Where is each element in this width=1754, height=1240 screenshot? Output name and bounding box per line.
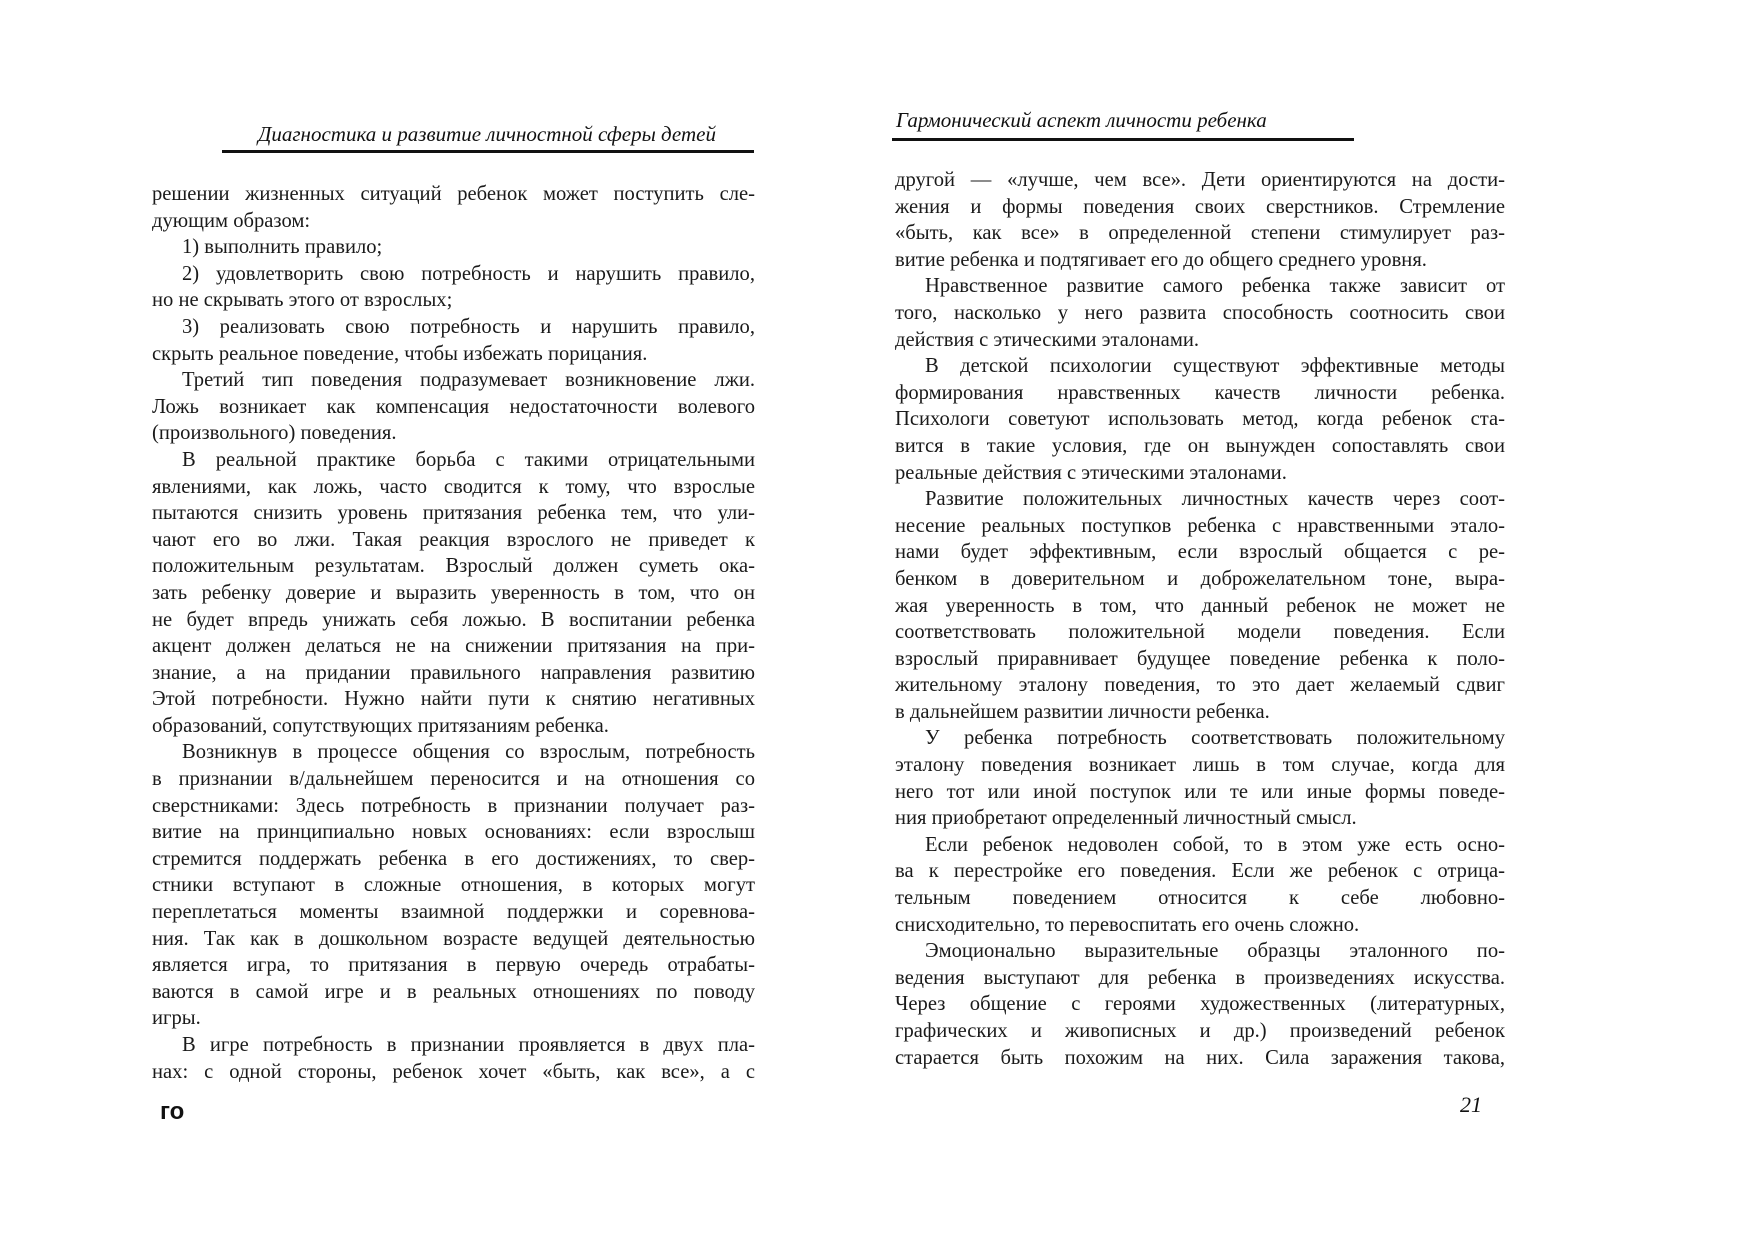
text-line: игры. (152, 1007, 201, 1030)
page-number: го (160, 1098, 185, 1125)
text-line: не будет впредь унижать себя ложью. В воспитании ребенка (152, 608, 755, 631)
text-line: Нравственное развитие самого ребенка также зависит от (925, 275, 1505, 298)
text-line: (произвольного) поведения. (152, 422, 397, 445)
right-page (877, 0, 1754, 1240)
running-head: Гармонический аспект личности ребенка (896, 108, 1267, 132)
text-line: скрыть реальное поведение, чтобы избежать порицания. (152, 342, 648, 365)
text-line: нах: с одной стороны, ребенок хочет «быть, как все», а с (152, 1060, 755, 1083)
body-text (895, 167, 1505, 1071)
text-line: переплетаться моменты взаимной поддержки и соревнова- (152, 901, 755, 924)
text-line: «быть, как все» в определенной степени стимулирует раз- (895, 222, 1505, 245)
text-line: дующим образом: (152, 209, 311, 232)
text-line: него тот или иной поступок или те или иные формы поведе- (895, 780, 1505, 803)
text-line: в признании в/дальнейшем переносится и на отношения со (152, 768, 755, 791)
text-line: формирования нравственных качеств личности ребенка. (895, 381, 1505, 404)
text-line: стремится поддержать ребенка в его достижениях, то свер- (152, 847, 755, 870)
text-line: Третий тип поведения подразумевает возникновение лжи. (182, 369, 755, 392)
text-line: 2) удовлетворить свою потребность и нарушить правило, (182, 262, 755, 285)
text-line: бенком в доверительном и доброжелательном тоне, выра- (895, 567, 1505, 590)
text-line: 3) реализовать свою потребность и нарушить правило, (182, 315, 755, 338)
text-line: решении жизненных ситуаций ребенок может поступить сле- (152, 183, 755, 205)
text-line: витие ребенка и подтягивает его до общего среднего уровня. (895, 248, 1427, 271)
text-line: снисходительно, то перевоспитать его очень сложно. (895, 913, 1360, 936)
text-line: жая уверенность в том, что данный ребенок не может не (895, 594, 1505, 617)
text-line: жительному эталону поведения, то это дает желаемый сдвиг (895, 674, 1505, 697)
text-line: Возникнув в процессе общения со взрослым, потребность (182, 741, 755, 764)
header-rule (892, 138, 1354, 141)
text-line: вится в такие условия, где он вынужден сопоставлять свои (895, 434, 1505, 457)
text-line: Через общение с героями художественных (литературных, (895, 993, 1505, 1016)
text-line: соответствовать положительной модели поведения. Если (895, 621, 1505, 644)
text-line: Эмоционально выразительные образцы эталонного по- (925, 940, 1505, 963)
text-line: В реальной практике борьба с такими отрицательными (182, 448, 755, 471)
text-line: ваются в самой игре и в реальных отношениях по поводу (152, 980, 755, 1003)
text-line: несение реальных поступков ребенка с нравственными этало- (895, 514, 1505, 537)
text-line: В игре потребность в признании проявляется в двух пла- (182, 1034, 755, 1056)
text-line: витие на принципиально новых основаниях: если взрослыш (152, 821, 755, 844)
text-line: зать ребенку доверие и выразить уверенность в том, что он (152, 581, 755, 604)
text-line: положительным результатам. Взрослый должен суметь ока- (152, 555, 755, 578)
text-line: сверстниками: Здесь потребность в признании получает раз- (152, 794, 755, 817)
text-line: в дальнейшем развитии личности ребенка. (895, 700, 1270, 723)
text-line: старается быть похожим на них. Сила заражения такова, (895, 1046, 1505, 1069)
text-line: пытаются снизить уровень притязания ребенка тем, что ули- (152, 502, 755, 525)
text-line: действия с этическими эталонами. (895, 328, 1200, 351)
text-line: жения и формы поведения своих сверстников. Стремление (895, 195, 1505, 218)
text-line: ведения выступают для ребенка в произведениях искусства. (895, 966, 1505, 989)
text-line: В детской психологии существуют эффективные методы (925, 355, 1505, 378)
text-line: эталону поведения возникает лишь в том случае, когда для (895, 754, 1505, 777)
text-line: 1) выполнить правило; (182, 236, 383, 259)
text-line: образований, сопутствующих притязаниям ребенка. (152, 714, 609, 737)
text-line: знание, а на придании правильного направления развитию (152, 661, 755, 684)
text-line: Ложь возникает как компенсация недостаточности волевого (152, 395, 755, 418)
text-line: ния. Так как в дошкольном возрасте ведущей деятельностью (152, 927, 755, 950)
text-line: взрослый приравнивает будущее поведение ребенка к поло- (895, 647, 1505, 670)
running-head: Диагностика и развитие личностной сферы детей (258, 122, 716, 146)
text-line: акцент должен делаться не на снижении притязания на при- (152, 635, 755, 658)
text-line: Этой потребности. Нужно найти пути к снятию негативных (152, 688, 755, 711)
body-text (152, 181, 755, 1085)
text-line: графических и живописных и др.) произведений ребенок (895, 1020, 1505, 1042)
text-line: является игра, то притязания в первую очередь отрабаты- (152, 954, 755, 977)
text-line: стники вступают в сложные отношения, в которых могут (152, 874, 755, 897)
text-line: явлениями, как ложь, часто сводится к тому, что взрослые (152, 475, 755, 498)
text-line: нами будет эффективным, если взрослый общается с ре- (895, 541, 1505, 564)
page-number: 21 (1460, 1092, 1482, 1117)
text-line: тельным поведением относится к себе любовно- (895, 887, 1505, 910)
text-line: Если ребенок недоволен собой, то в этом уже есть осно- (925, 833, 1505, 856)
header-rule (222, 150, 754, 153)
text-line: ва к перестройке его поведения. Если же ребенок с отрица- (895, 860, 1505, 883)
text-line: реальные действия с этическими эталонами. (895, 461, 1287, 484)
text-line: но не скрывать этого от взрослых; (152, 289, 453, 312)
text-line: другой — «лучше, чем все». Дети ориентируются на дости- (895, 169, 1505, 191)
text-line: того, насколько у него развита способность соотносить свои (895, 301, 1505, 324)
text-line: Психологи советуют использовать метод, когда ребенок ста- (895, 408, 1505, 431)
text-line: чают его во лжи. Такая реакция взрослого не приведет к (152, 528, 755, 551)
text-line: У ребенка потребность соответствовать положительному (925, 727, 1505, 750)
text-line: Развитие положительных личностных качеств через соот- (925, 488, 1505, 511)
text-line: ния приобретают определенный личностный смысл. (895, 807, 1357, 830)
